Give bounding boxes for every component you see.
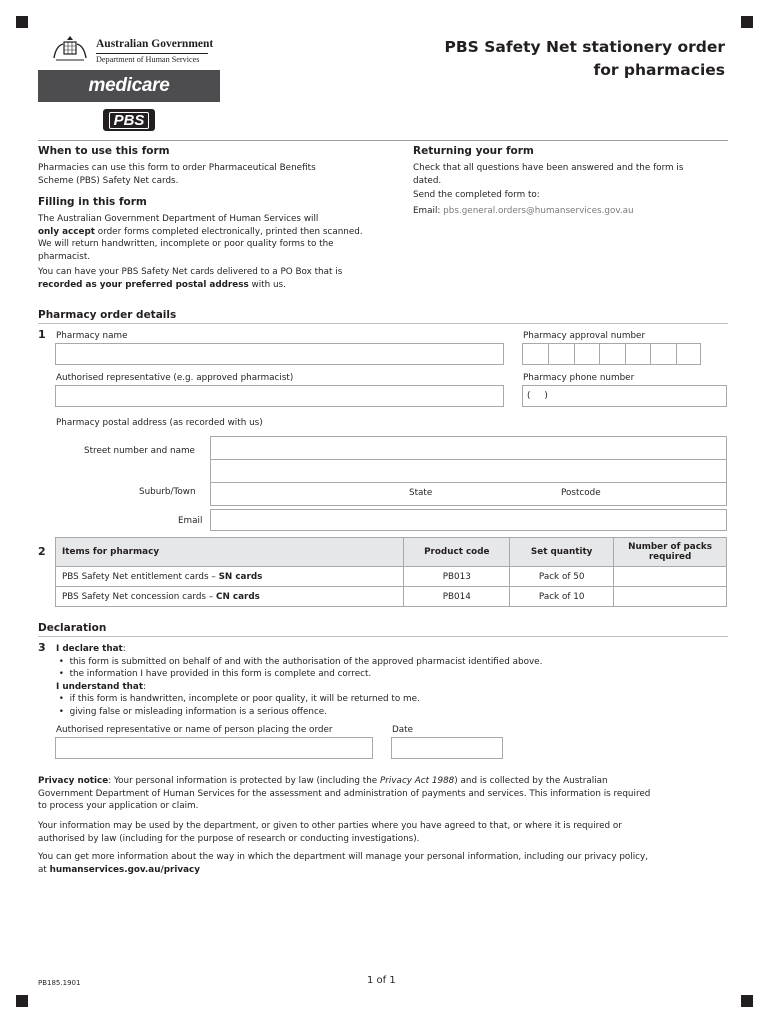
product-code: PB014 <box>404 587 510 607</box>
paragraph: Check that all questions have been answered and the form is dated. <box>413 163 684 186</box>
approval-number-field[interactable] <box>522 343 701 365</box>
item-name: PBS Safety Net entitlement cards – SN cards <box>56 567 404 587</box>
paragraph: You can have your PBS Safety Net cards delivered to a PO Box that is recorded as your preferred postal address with us. <box>38 267 343 290</box>
phone-number-field[interactable] <box>522 385 727 407</box>
street-field[interactable] <box>210 436 727 460</box>
paragraph: Pharmacies can use this form to order Pharmaceutical Benefits Scheme (PBS) Safety Net cards. <box>38 163 316 186</box>
section-heading: Filling in this form <box>38 196 147 208</box>
paragraph: Send the completed form to: <box>413 190 540 200</box>
divider <box>96 53 208 54</box>
set-quantity: Pack of 50 <box>510 567 614 587</box>
coat-of-arms-icon <box>50 34 90 64</box>
privacy-paragraph: You can get more information about the way in which the department will manage your personal information, including our privacy policy, at humanservices.gov.au/privacy <box>38 852 649 875</box>
table-row <box>56 587 727 607</box>
registration-mark <box>741 16 753 28</box>
date-field[interactable] <box>391 737 503 759</box>
email-field[interactable] <box>210 509 727 531</box>
column-header: Set quantity <box>510 538 614 567</box>
table-row <box>56 567 727 587</box>
form-code: PB185.1901 <box>38 979 81 987</box>
field-label: Authorised representative (e.g. approved pharmacist) <box>56 373 294 383</box>
registration-mark <box>16 16 28 28</box>
field-label: Pharmacy name <box>56 331 128 341</box>
divider <box>38 323 728 324</box>
state-label: State <box>409 488 433 498</box>
address-row-field[interactable] <box>210 482 727 506</box>
government-name: Australian Government <box>96 38 214 50</box>
section-heading: Declaration <box>38 622 107 634</box>
field-label: Authorised representative or name of person placing the order <box>56 725 333 735</box>
postcode-label: Postcode <box>561 488 601 498</box>
field-label: Suburb/Town <box>139 487 196 497</box>
product-code: PB013 <box>404 567 510 587</box>
packs-required-input[interactable] <box>614 567 727 587</box>
item-name: PBS Safety Net concession cards – CN cards <box>56 587 404 607</box>
field-label: Date <box>392 725 414 735</box>
privacy-paragraph: Your information may be used by the department, or given to other parties where you have agreed to that, or where it is required or authorised by law (including for the purpose of research or conducting investigations). <box>38 821 622 844</box>
field-label: Pharmacy approval number <box>523 331 646 341</box>
declaration-text: I declare that: • this form is submitted on behalf of and with the authorisation of the approved pharmacist identified above. • the information I have provided in this form is complete and correct. I understand that: • if this form is handwritten, incomplete or poor quality, it will be returned to me. • giving false or misleading information is a serious offence. <box>56 644 543 717</box>
medicare-logo: medicare <box>38 70 220 102</box>
street-field-line2[interactable] <box>210 459 727 483</box>
declarant-name-field[interactable] <box>55 737 373 759</box>
column-header: Product code <box>404 538 510 567</box>
packs-required-input[interactable] <box>614 587 727 607</box>
field-label: Pharmacy postal address (as recorded with us) <box>56 418 263 428</box>
column-header: Number of packs required <box>614 538 727 567</box>
pbs-logo: PBS <box>103 109 155 131</box>
question-number: 3 <box>38 641 46 654</box>
section-heading: Returning your form <box>413 145 534 157</box>
column-header: Items for pharmacy <box>56 538 404 567</box>
field-label: Email <box>178 516 203 526</box>
privacy-notice: Privacy notice: Your personal information is protected by law (including the Privacy Act 1988) and is collected by the Australian Government Department of Human Services for the assessment and administration of payments and services. This information is required to process your application or claim. <box>38 776 651 812</box>
field-label: Pharmacy phone number <box>523 373 635 383</box>
items-table <box>55 537 727 607</box>
registration-mark <box>16 995 28 1007</box>
paragraph: The Australian Government Department of Human Services will only accept order forms completed electronically, printed then scanned. We will return handwritten, incomplete or poor quality forms to the pharmacist. <box>38 214 363 262</box>
email-link[interactable]: pbs.general.orders@humanservices.gov.au <box>443 206 634 216</box>
section-heading: Pharmacy order details <box>38 309 177 321</box>
table-header-row <box>56 538 727 567</box>
question-number: 2 <box>38 545 46 558</box>
area-code-brackets: ( ) <box>527 391 548 401</box>
divider <box>38 636 728 637</box>
registration-mark <box>741 995 753 1007</box>
field-label: Street number and name <box>84 446 195 456</box>
divider <box>38 140 728 141</box>
page-title: PBS Safety Net stationery order for pharmacies <box>444 38 725 79</box>
department-name: Department of Human Services <box>96 55 200 64</box>
set-quantity: Pack of 10 <box>510 587 614 607</box>
pharmacy-name-field[interactable] <box>55 343 504 365</box>
page-number: 1 of 1 <box>367 975 396 986</box>
privacy-link[interactable]: humanservices.gov.au/privacy <box>49 864 200 875</box>
email-line: Email: pbs.general.orders@humanservices.gov.au <box>413 206 634 216</box>
section-heading: When to use this form <box>38 145 170 157</box>
question-number: 1 <box>38 328 46 341</box>
authorised-representative-field[interactable] <box>55 385 504 407</box>
